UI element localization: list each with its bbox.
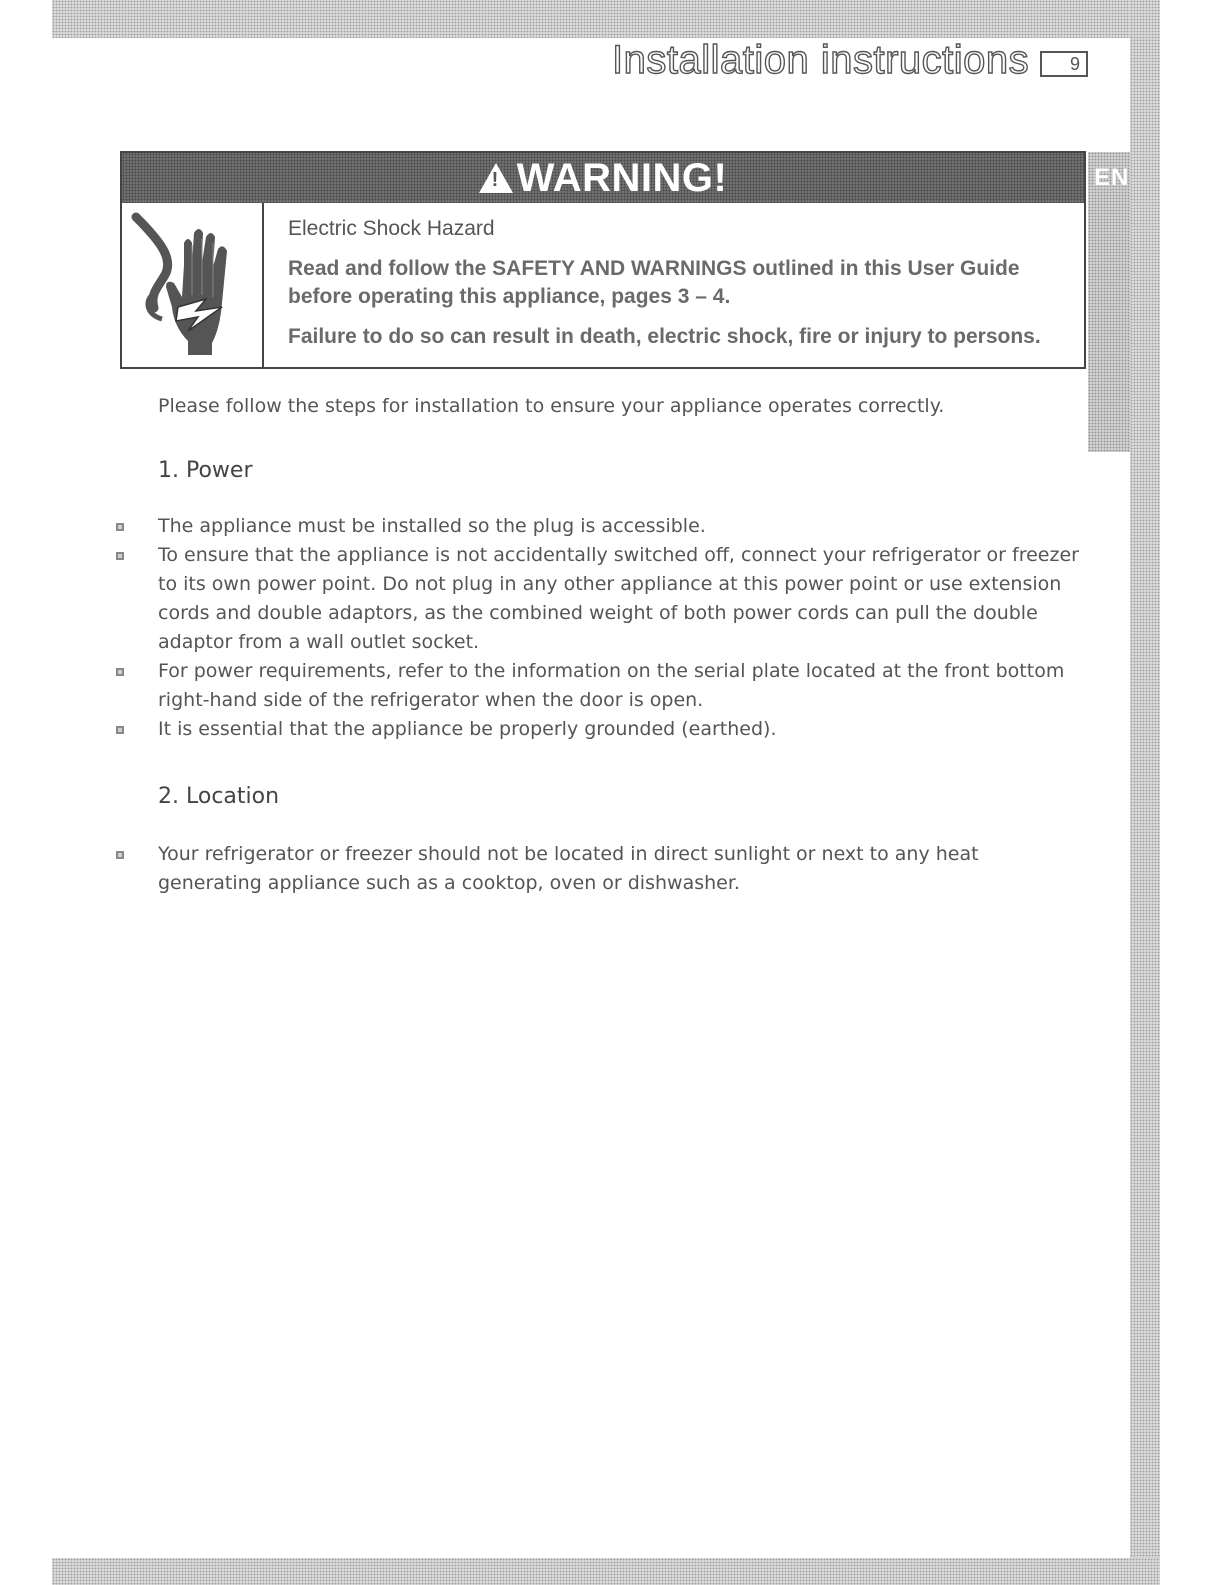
section-heading-power: 1. Power	[158, 458, 253, 483]
electric-shock-hand-icon	[122, 203, 264, 367]
bullet-icon	[116, 851, 124, 859]
list-item	[108, 840, 1088, 898]
bullet-icon	[116, 726, 124, 734]
warning-hazard-title: Electric Shock Hazard	[288, 217, 495, 240]
list-item	[108, 657, 1088, 715]
location-bullet-list	[108, 840, 1088, 898]
list-item-text: It is essential that the appliance be properly grounded (earthed).	[158, 718, 777, 740]
warning-triangle-icon	[479, 163, 513, 193]
page-number: 9	[1040, 51, 1088, 77]
language-tab-label: EN	[1094, 164, 1130, 191]
warning-consequence: Failure to do so can result in death, electric shock, fire or injury to persons.	[288, 325, 1041, 348]
page-title: Installation instructions	[612, 38, 1030, 82]
list-item-text: To ensure that the appliance is not accidentally switched off, connect your refrigerator or freezer to its own power point. Do not plug in any other appliance at this power point or use extension cords and double adaptors, as the combined weight of both power cords can pull the double adaptor from a wall outlet socket.	[158, 544, 1079, 653]
section-heading-location: 2. Location	[158, 784, 280, 809]
list-item-text: For power requirements, refer to the information on the serial plate located at the front bottom right-hand side of the refrigerator when the door is open.	[158, 660, 1065, 711]
bullet-icon	[116, 552, 124, 560]
list-item-text: The appliance must be installed so the plug is accessible.	[158, 515, 706, 537]
warning-banner	[122, 153, 1084, 203]
top-border-strip	[52, 0, 1132, 38]
list-item	[108, 512, 1088, 541]
list-item-text: Your refrigerator or freezer should not be located in direct sunlight or next to any heat generating appliance such as a cooktop, oven or dishwasher.	[158, 843, 979, 894]
bullet-icon	[116, 668, 124, 676]
warning-text	[288, 217, 1064, 349]
warning-instruction: Read and follow the SAFETY AND WARNINGS outlined in this User Guide before operating this appliance, pages 3 – 4.	[288, 257, 1020, 308]
intro-text: Please follow the steps for installation to ensure your appliance operates correctly.	[158, 395, 945, 417]
list-item	[108, 541, 1088, 657]
warning-box	[120, 151, 1086, 369]
language-tab	[1088, 152, 1130, 452]
warning-icon-cell	[122, 203, 264, 367]
bottom-border-strip	[52, 1558, 1160, 1585]
warning-banner-text: WARNING!	[516, 155, 728, 200]
power-bullet-list	[108, 512, 1088, 744]
list-item	[108, 715, 1088, 744]
right-border-strip	[1130, 0, 1160, 1585]
bullet-icon	[116, 523, 124, 531]
